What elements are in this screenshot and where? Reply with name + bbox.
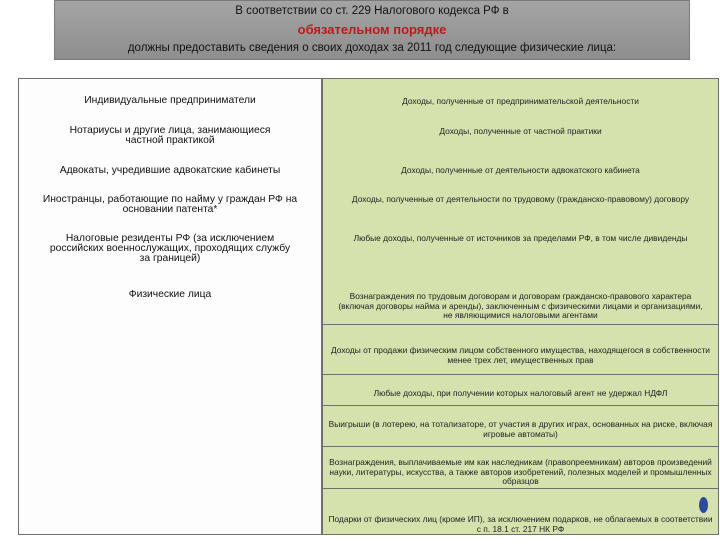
category-cell: Иностранцы, работающие по найму у граждан РФ на основании патента* [42,194,298,215]
category-cell: Налоговые резиденты РФ (за исключением российских военнослужащих, проходящих службу за границей) [49,233,291,264]
income-cell: Любые доходы, полученные от источников за пределами РФ, в том числе дивиденды [353,233,688,243]
category-column [18,78,322,535]
income-cell: Выигрыши (в лотерею, на тотализаторе, от участия в других играх, основанных на риске, включая игровые автоматы) [328,419,713,439]
income-cell: Вознаграждения по трудовым договорам и договорам гражданско-правового характера (включая договоры найма и аренды), заключенным с физическими лицами и организациями, не являющимися налоговыми агентами [338,291,703,320]
slide-marker-dot [699,497,708,513]
income-cell: Подарки от физических лиц (кроме ИП), за исключением подарков, не облагаемых в соответствии с п. 18.1 ст. 217 НК РФ [328,514,713,534]
income-cell: Вознаграждения, выплачиваемые им как наследникам (правопреемникам) авторов произведений науки, литературы, искусства, а также авторов изобретений, полезных моделей и промышленных образцов [329,457,712,486]
header-line-2-highlight: обязательном порядке [297,22,447,37]
income-cell: Доходы от продажи физическим лицом собственного имущества, находящегося в собственности менее трех лет, имущественных прав [331,345,710,365]
header-line-1: В соответствии со ст. 229 Налогового кодекса РФ в [235,5,509,17]
row-divider [322,446,719,447]
category-cell: Нотариусы и другие лица, занимающиеся частной практикой [69,125,271,146]
row-divider [322,405,719,406]
category-cell: Физические лица [128,289,212,300]
income-cell: Доходы, полученные от деятельности адвокатского кабинета [401,165,640,175]
row-divider [322,324,719,325]
income-cell: Доходы, полученные от деятельности по трудовому (гражданско-правовому) договору [351,194,690,204]
category-cell: Адвокаты, учредившие адвокатские кабинеты [59,165,281,176]
income-cell: Доходы, полученные от частной практики [439,126,602,136]
income-cell: Любые доходы, при получении которых налоговый агент не удержал НДФЛ [373,388,668,398]
header-banner [54,0,690,60]
header-line-3: должны предоставить сведения о своих доходах за 2011 год следующие физические лица: [127,42,617,54]
income-cell: Доходы, полученные от предпринимательской деятельности [402,96,639,106]
row-divider [322,374,719,375]
category-cell: Индивидуальные предприниматели [84,95,256,106]
row-divider [322,488,719,489]
